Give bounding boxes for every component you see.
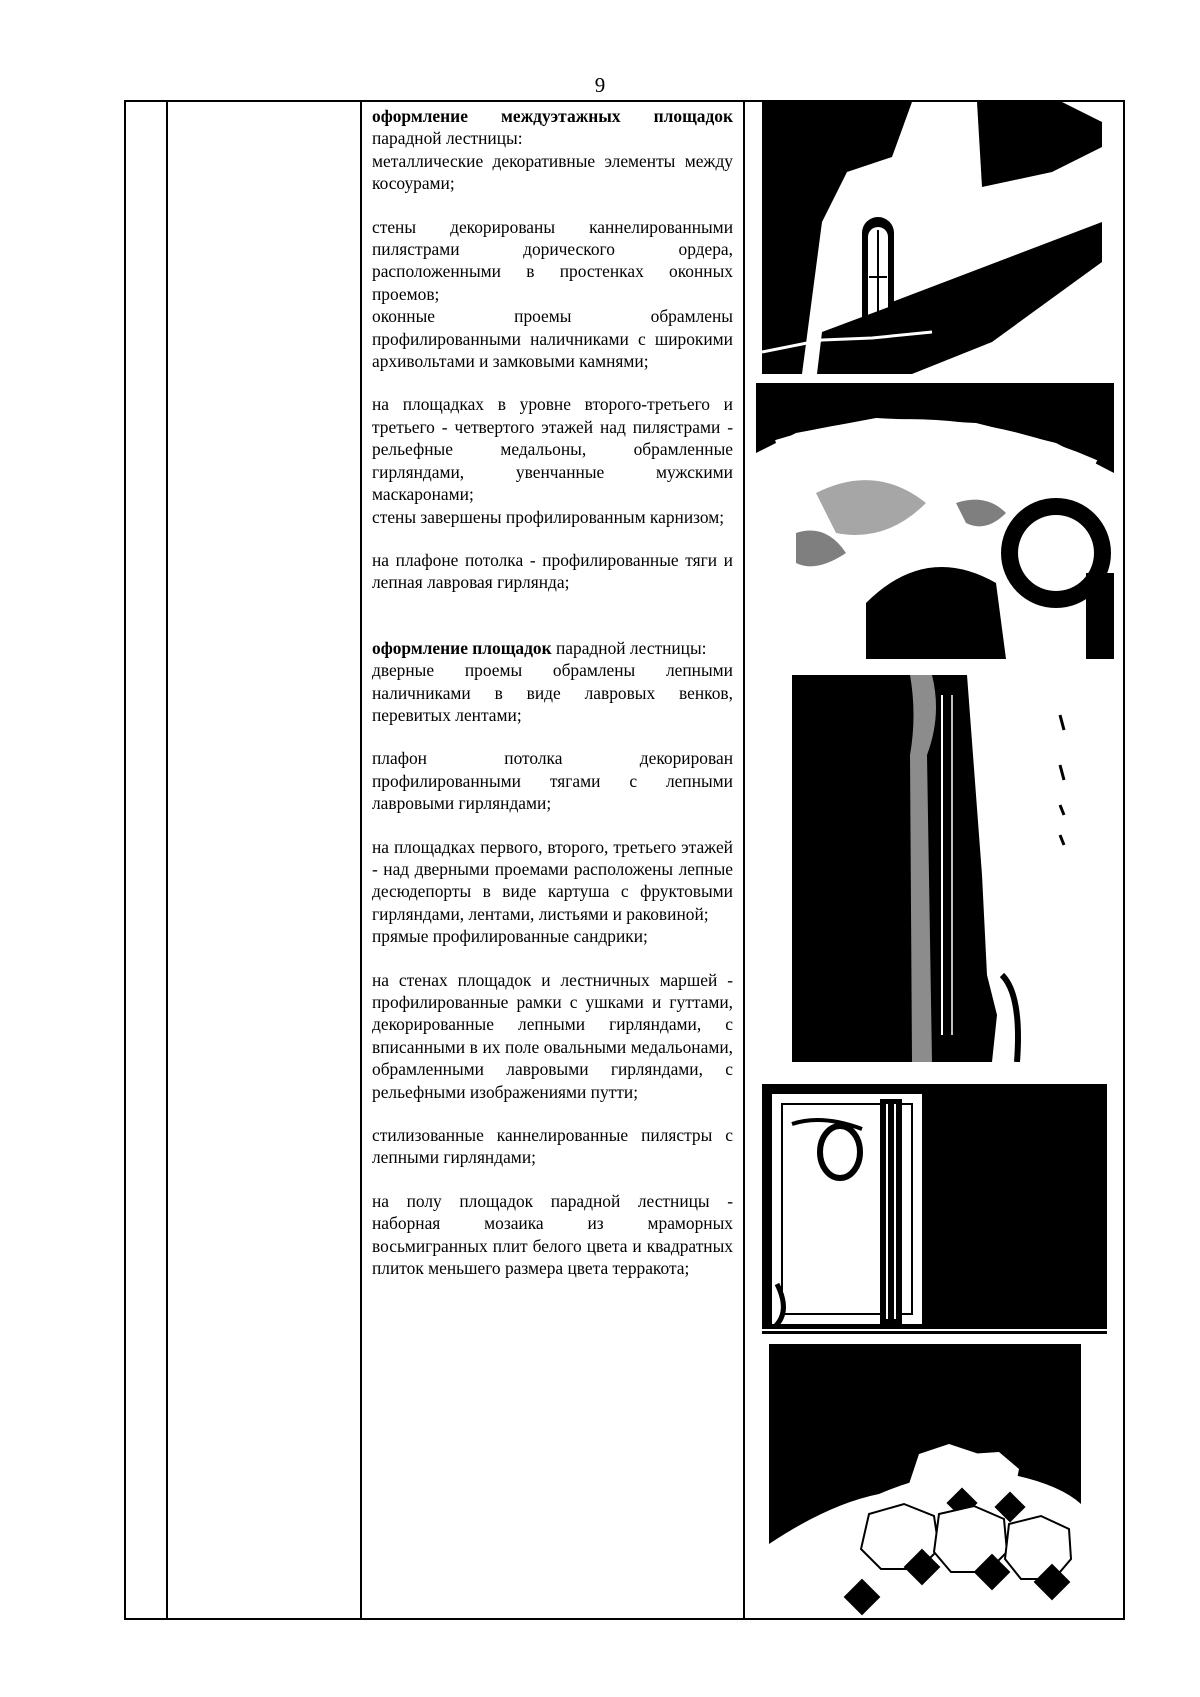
paragraph-mosaic-floor: на полу площадок парадной лестницы - наборная мозаика из мраморных восьмигранных плит белого цвета и квадратных плиток меньшего размера цвета терракота; (372, 1190, 733, 1279)
table-cell-object (167, 101, 361, 1619)
paragraph-wall-frames: на стенах площадок и лестничных маршей - профилированные рамки с ушками и гуттами, декорированные лепными гирляндами, с вписанными в их поле овальными медальонами, обрамленными лавровыми гирляндами, с рельефными изображениями путти; (372, 969, 733, 1102)
paragraph-interstory-landings: оформление междуэтажных площадок парадной лестницы: металлические декоративные элементы между косоурами; (372, 106, 733, 194)
paragraph-medallions: на площадках в уровне второго-третьего и третьего - четвертого этажей над пилястрами - рельефные медальоны, обрамленные гирляндами, увенчанные мужскими маскаронами; стены завершены профилированным карнизом; (372, 394, 733, 527)
content-table (124, 100, 1125, 1620)
paragraph-plafond: плафон потолка декорирован профилированными тягами с лепными лавровыми гирляндами; (372, 748, 733, 814)
photo-ceiling-medallion (756, 383, 1114, 659)
photo-door-frame (792, 675, 1080, 1062)
paragraph-walls: стены декорированы каннелированными пилястрами дорического ордера, расположенными в простенках оконных проемов; оконные проемы обрамлены профилированными наличниками с широкими архивольтами и замковыми камнями; (372, 216, 733, 372)
photo-mosaic-floor (769, 1344, 1081, 1618)
table-cell-description (361, 101, 744, 1619)
table-cell-photos (744, 101, 1124, 1619)
table-row (125, 101, 1124, 1619)
paragraph-dessus-de-porte: на площадках первого, второго, третьего этажей - над дверными проемами расположены лепные десюдепорты в виде картуша с фруктовыми гирляндами, лентами, листьями и раковиной; прямые профилированные сандрики; (372, 836, 733, 947)
table-cell-number (125, 101, 167, 1619)
paragraph-ceiling: на плафоне потолка - профилированные тяги и лепная лавровая гирлянда; (372, 549, 733, 593)
photo-staircase-landing (762, 102, 1102, 374)
page-number: 9 (594, 73, 606, 97)
paragraph-landings: оформление площадок парадной лестницы: дверные проемы обрамлены лепными наличниками в виде лавровых венков, перевитых лентами; (372, 637, 733, 725)
paragraph-pilasters: стилизованные каннелированные пилястры с лепными гирляндами; (372, 1125, 733, 1168)
photo-wall-medallion (762, 1084, 1107, 1334)
